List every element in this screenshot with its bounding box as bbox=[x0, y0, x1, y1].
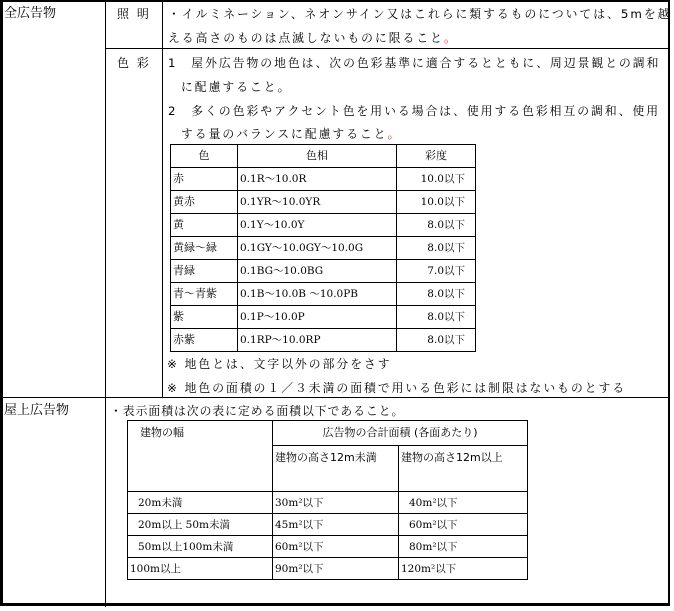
lighting-text-line1: ・イルミネーション、ネオンサイン又はこれらに類するものについては、5mを越 bbox=[168, 7, 672, 21]
color-item2-line2-body: する量のバランスに配慮すること bbox=[181, 127, 388, 141]
color-item2-line1: 2 多くの色彩やアクセント色を用いる場合は、使用する色彩相互の調和、使用 bbox=[168, 104, 661, 118]
cell-chroma: 10.0以下 bbox=[397, 191, 476, 214]
header-total-area: 広告物の合計面積 (各面あたり) bbox=[273, 421, 528, 446]
cell-chroma: 8.0以下 bbox=[397, 306, 476, 329]
table-row bbox=[171, 191, 476, 214]
color-item2-line2 bbox=[181, 127, 401, 141]
cell-width: 20m未満 bbox=[128, 492, 273, 514]
table-row bbox=[171, 168, 476, 191]
table-row bbox=[171, 237, 476, 260]
cell-color: 赤紫 bbox=[171, 329, 238, 352]
cell-width: 50m以上100m未満 bbox=[128, 536, 273, 558]
table-row bbox=[171, 214, 476, 237]
section-label-all-ads: 全広告物 bbox=[4, 6, 57, 21]
rooftop-area-table bbox=[127, 420, 528, 580]
table-row bbox=[171, 306, 476, 329]
cell-color: 青緑 bbox=[171, 260, 238, 283]
table-row bbox=[128, 558, 528, 580]
end-mark: 。 bbox=[387, 127, 402, 141]
cell-area-high: 60m²以下 bbox=[399, 514, 528, 536]
color-standard-table bbox=[170, 144, 476, 352]
cell-color: 黄赤 bbox=[171, 191, 238, 214]
cell-color: 赤 bbox=[171, 168, 238, 191]
cell-color: 青～青紫 bbox=[171, 283, 238, 306]
cell-hue: 0.1YR～10.0YR bbox=[238, 191, 397, 214]
table-row bbox=[128, 536, 528, 558]
cell-area-low: 30m²以下 bbox=[273, 492, 399, 514]
table-header-row bbox=[128, 421, 528, 446]
row-label-color: 色 彩 bbox=[117, 56, 151, 70]
cell-area-low: 90m²以下 bbox=[273, 558, 399, 580]
cell-chroma: 8.0以下 bbox=[397, 329, 476, 352]
divider-col-2 bbox=[162, 0, 163, 397]
table-header-row bbox=[171, 145, 476, 168]
cell-area-high: 80m²以下 bbox=[399, 536, 528, 558]
header-height-over-12m: 建物の高さ12m以上 bbox=[399, 445, 528, 491]
cell-hue: 0.1P～10.0P bbox=[238, 306, 397, 329]
color-item1-line1: 1 屋外広告物の地色は、次の色彩基準に適合するとともに、周辺景観との調和 bbox=[168, 56, 661, 70]
cell-color: 黄 bbox=[171, 214, 238, 237]
table-row bbox=[128, 492, 528, 514]
divider-row-section bbox=[0, 397, 670, 398]
cell-chroma: 10.0以下 bbox=[397, 168, 476, 191]
cell-color: 黄緑～緑 bbox=[171, 237, 238, 260]
cell-hue: 0.1B～10.0B ～10.0PB bbox=[238, 283, 397, 306]
cell-hue: 0.1BG～10.0BG bbox=[238, 260, 397, 283]
header-building-width: 建物の幅 bbox=[128, 421, 273, 492]
cell-chroma: 8.0以下 bbox=[397, 283, 476, 306]
cell-chroma: 8.0以下 bbox=[397, 214, 476, 237]
cell-area-high: 120m²以下 bbox=[399, 558, 528, 580]
cell-chroma: 8.0以下 bbox=[397, 237, 476, 260]
table-row bbox=[171, 329, 476, 352]
cell-hue: 0.1RP～10.0RP bbox=[238, 329, 397, 352]
cell-area-low: 60m²以下 bbox=[273, 536, 399, 558]
cell-hue: 0.1Y～10.0Y bbox=[238, 214, 397, 237]
lighting-text-line2-body: える高さのものは点滅しないものに限ること bbox=[168, 31, 444, 45]
cell-color: 紫 bbox=[171, 306, 238, 329]
rooftop-intro: ・表示面積は次の表に定める面積以下であること。 bbox=[110, 404, 405, 418]
cell-hue: 0.1R～10.0R bbox=[238, 168, 397, 191]
divider-row-lighting bbox=[105, 48, 670, 49]
header-chroma: 彩度 bbox=[397, 145, 476, 168]
color-item1-line2: に配慮すること。 bbox=[181, 80, 292, 94]
end-mark: 。 bbox=[443, 31, 458, 45]
header-height-under-12m: 建物の高さ12m未満 bbox=[273, 445, 399, 491]
cell-width: 100m以上 bbox=[128, 558, 273, 580]
cell-width: 20m以上 50m未満 bbox=[128, 514, 273, 536]
table-row bbox=[171, 283, 476, 306]
header-hue: 色相 bbox=[238, 145, 397, 168]
cell-hue: 0.1GY～10.0GY～10.0G bbox=[238, 237, 397, 260]
table-row bbox=[128, 514, 528, 536]
lighting-text-line2 bbox=[168, 31, 458, 45]
section-label-rooftop-ads: 屋上広告物 bbox=[4, 403, 70, 418]
cell-area-high: 40m²以下 bbox=[399, 492, 528, 514]
cell-area-low: 45m²以下 bbox=[273, 514, 399, 536]
color-note-1: ※ 地色とは、文字以外の部分をさす bbox=[167, 357, 392, 371]
table-row bbox=[171, 260, 476, 283]
cell-chroma: 7.0以下 bbox=[397, 260, 476, 283]
divider-col-1 bbox=[105, 0, 106, 607]
header-color: 色 bbox=[171, 145, 238, 168]
color-note-2: ※ 地色の面積の１／３未満の面積で用いる色彩には制限はないものとする bbox=[167, 381, 627, 395]
row-label-lighting: 照 明 bbox=[117, 7, 151, 21]
